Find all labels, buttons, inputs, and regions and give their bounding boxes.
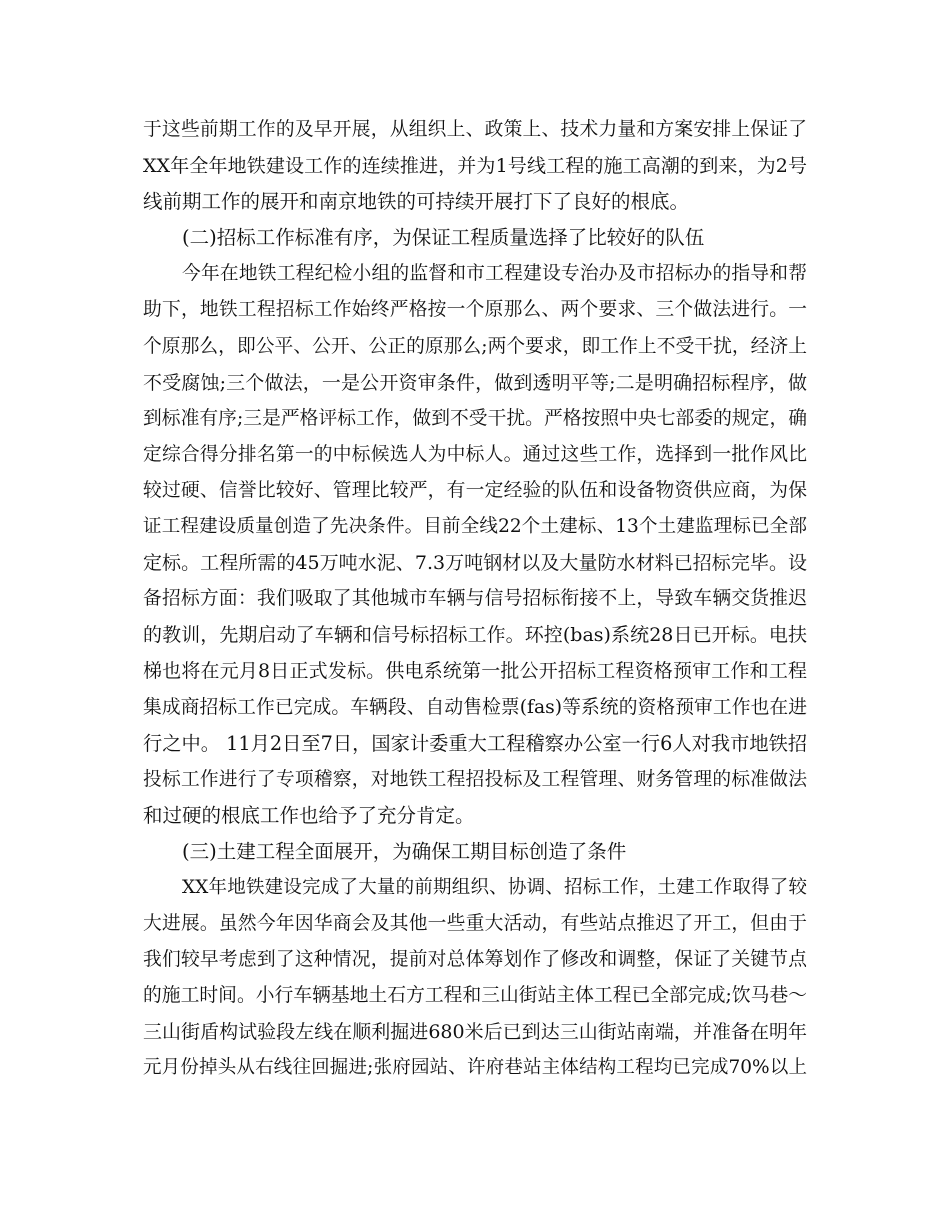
- text-line: XX年地铁建设完成了大量的前期组织、协调、招标工作，土建工作取得了较: [182, 876, 807, 898]
- text-line: 今年在地铁工程纪检小组的监督和市工程建设专治办及市招标办的指导和帮: [182, 263, 807, 285]
- body-text: [143, 112, 807, 1087]
- text-line: 线前期工作的展开和南京地铁的可持续开展打下了良好的根底。: [143, 190, 690, 214]
- text-line: 到标准有序;三是严格评标工作，做到不受干扰。严格按照中央七部委的规定，确: [143, 407, 807, 429]
- text-line: 梯也将在元月8日正式发标。供电系统第一批公开招标工程资格预审工作和工程: [143, 660, 807, 683]
- text-line: XX年全年地铁建设工作的连续推进，并为1号线工程的施工高潮的到来，为2号: [143, 155, 807, 178]
- text-line: 较过硬、信誉比较好、管理比较严，有一定经验的队伍和设备物资供应商，为保: [143, 479, 807, 501]
- text-line: 定综合得分排名第一的中标候选人为中标人。通过这些工作，选择到一批作风比: [143, 443, 807, 465]
- text-line: 的施工时间。小行车辆基地土石方工程和三山街站主体工程已全部完成;饮马巷～: [143, 985, 807, 1007]
- text-line: 定标。工程所需的45万吨水泥、7.3万吨钢材以及大量防水材料已招标完毕。设: [143, 552, 807, 575]
- text-line: 备招标方面：我们吸取了其他城市车辆与信号招标衔接不上，导致车辆交货推迟: [143, 588, 807, 610]
- text-line: 集成商招标工作已完成。车辆段、自动售检票(fas)等系统的资格预审工作也在进: [143, 696, 807, 718]
- text-line: 不受腐蚀;三个做法，一是公开资审条件，做到透明平等;二是明确招标程序，做: [143, 371, 807, 394]
- text-line: 元月份掉头从右线往回掘进;张府园站、许府巷站主体结构工程均已完成70%以上: [143, 1057, 807, 1079]
- text-line: 助下，地铁工程招标工作始终严格按一个原那么、两个要求、三个做法进行。一: [143, 299, 807, 321]
- text-line: 证工程建设质量创造了先决条件。目前全线22个土建标、13个土建监理标已全部: [143, 516, 807, 538]
- text-line: 和过硬的根底工作也给予了充分肯定。: [143, 803, 475, 827]
- text-line: (三)土建工程全面展开，为确保工期目标创造了条件: [182, 839, 627, 863]
- text-line: 投标工作进行了专项稽察，对地铁工程招投标及工程管理、财务管理的标准做法: [143, 768, 807, 790]
- text-line: 于这些前期工作的及早开展，从组织上、政策上、技术力量和方案安排上保证了: [143, 119, 807, 140]
- text-line: 个原那么，即公平、公开、公正的原那么;两个要求，即工作上不受干扰，经济上: [143, 335, 807, 357]
- text-line: 的教训，先期启动了车辆和信号标招标工作。环控(bas)系统28日已开标。电扶: [143, 624, 807, 647]
- text-line: 我们较早考虑到了这种情况，提前对总体筹划作了修改和调整，保证了关键节点: [143, 949, 807, 971]
- text-line: 行之中。 11月2日至7日，国家计委重大工程稽察办公室一行6人对我市地铁招: [143, 731, 808, 755]
- text-line: 大进展。虽然今年因华商会及其他一些重大活动，有些站点推迟了开工，但由于: [143, 913, 807, 935]
- text-line: 三山街盾构试验段左线在顺利掘进680米后已到达三山街站南端，并准备在明年: [143, 1021, 807, 1044]
- text-line: (二)招标工作标准有序，为保证工程质量选择了比较好的队伍: [182, 226, 705, 250]
